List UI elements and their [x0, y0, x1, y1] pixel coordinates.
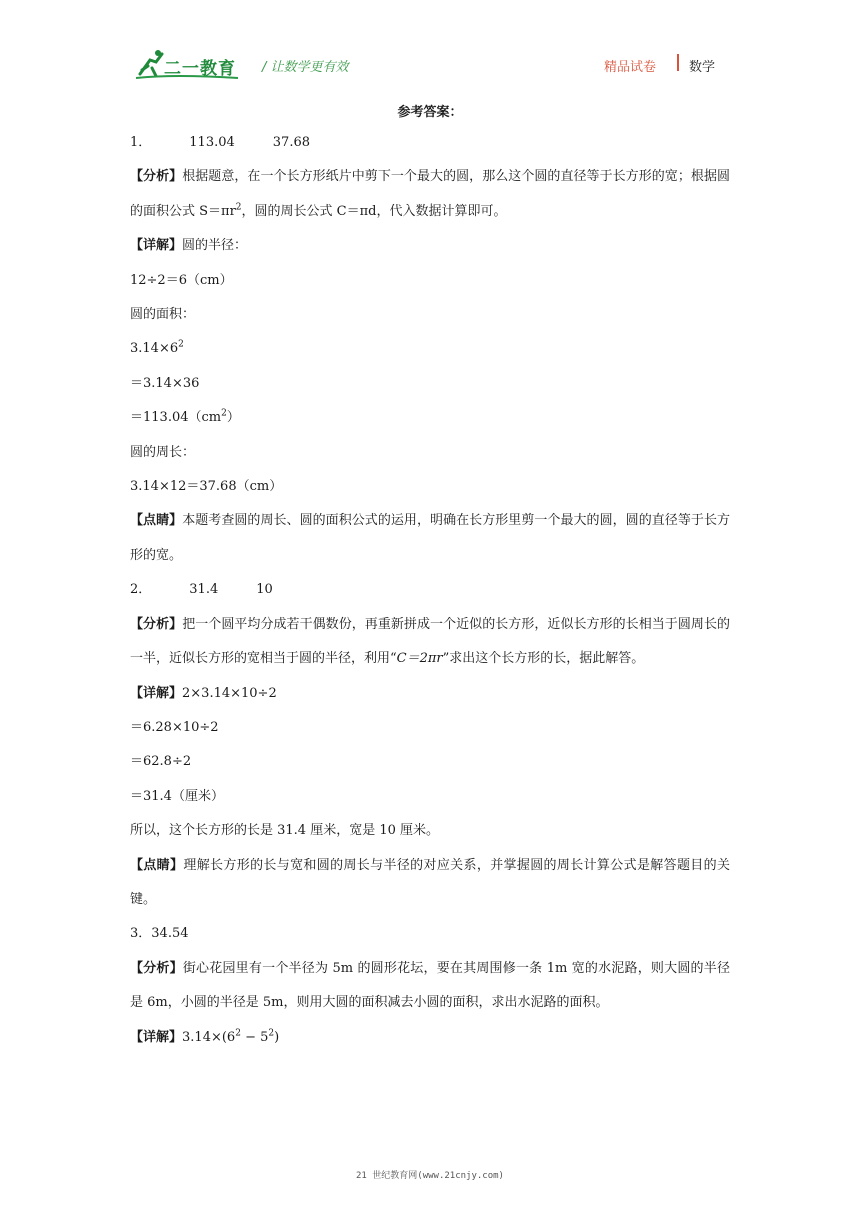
page-header — [134, 42, 734, 88]
page-footer: 21 世纪教育网(www.21cnjy.com) — [356, 1171, 504, 1181]
q1-answer-line — [130, 126, 730, 160]
q1-step — [130, 332, 730, 366]
q2-comment-text: 理解长方形的长与宽和圆的周长与半径的对应关系，并掌握圆的周长计算公式是解答题目的关键。 — [130, 857, 730, 907]
q2-comment — [130, 849, 730, 918]
q2-analysis-tag: 【分析】 — [130, 616, 183, 632]
q1-step-sup: 2 — [221, 408, 227, 419]
q1-step: 3.14×12＝37.68（cm） — [130, 479, 283, 495]
q1-step: ＝3.14×36 — [130, 375, 200, 391]
q1-analysis-text-a: 根据题意，在一个长方形纸片中剪下一个最大的圆，那么这个圆的直径等于长方形的宽；根据圆的面积公式 S＝πr — [130, 169, 730, 219]
brand-name: 二一教育 — [164, 59, 236, 79]
q2-analysis — [130, 608, 730, 677]
paper-tag: 精品试卷 — [604, 60, 657, 75]
slogan: / 让数学更有效 — [262, 60, 349, 75]
q1-detail-tag: 【详解】 — [130, 238, 183, 254]
q3-formula-sup: 2 — [268, 1028, 275, 1039]
q2-comment-tag: 【点睛】 — [130, 857, 184, 873]
q1-step — [130, 401, 730, 435]
q2-step: ＝62.8÷2 — [130, 754, 192, 770]
q1-analysis-tag: 【分析】 — [130, 169, 183, 185]
q1-analysis — [130, 160, 730, 229]
q2-step: ＝6.28×10÷2 — [130, 719, 219, 735]
q3-answer-line — [130, 917, 730, 951]
q2-detail-tag: 【详解】 — [130, 685, 183, 701]
q3-formula-sup: 2 — [235, 1028, 241, 1039]
q1-detail — [130, 229, 730, 263]
q1-comment — [130, 504, 730, 573]
q2-number: 2． — [130, 582, 152, 598]
q1-analysis-sup: 2 — [235, 202, 242, 213]
q1-step-sup: 2 — [178, 340, 184, 351]
q3-formula-part: ) — [274, 1029, 280, 1045]
q1-step: 12÷2＝6（cm） — [130, 272, 233, 288]
q2-analysis-text-a: 把一个圆平均分成若干偶数份，再重新拼成一个近似的长方形，近似长方形的长相当于圆周长的一半，近似长方形的宽相当于圆的半径，利用“ — [130, 616, 730, 667]
subject-label: 数学 — [689, 60, 716, 75]
q2-answer-1: 31.4 — [189, 582, 219, 598]
q1-step: 圆的面积： — [130, 307, 196, 323]
q1-step-text: ＝113.04（cm — [130, 410, 222, 426]
q2-analysis-text-b: ”求出这个长方形的长，据此解答。 — [442, 651, 645, 667]
q2-answer-line — [130, 573, 730, 607]
q1-step-text: 3.14×6 — [130, 341, 179, 357]
q1-step-text: ） — [226, 410, 240, 426]
q1-comment-tag: 【点睛】 — [130, 513, 183, 529]
q1-comment-text: 本题考查圆的周长、圆的面积公式的运用，明确在长方形里剪一个最大的圆，圆的直径等于长方形的宽。 — [130, 513, 730, 563]
q2-answer-2: 10 — [256, 582, 273, 598]
page-title: 参考答案： — [397, 105, 463, 120]
q3-number: 3． — [130, 926, 152, 942]
q1-analysis-text-b: ，圆的周长公式 C＝πd，代入数据计算即可。 — [241, 203, 507, 219]
q3-formula-part: 3.14× — [182, 1029, 222, 1045]
q1-number: 1． — [130, 135, 152, 150]
q2-detail-step: 2×3.14×10÷2 — [182, 685, 277, 701]
q1-detail-head: 圆的半径： — [182, 238, 248, 254]
q1-answer-2: 37.68 — [272, 135, 310, 150]
q3-detail-tag: 【详解】 — [130, 1029, 183, 1045]
header-divider — [677, 54, 679, 71]
q3-formula-part: (6 — [221, 1029, 236, 1045]
q1-step: 圆的周长： — [130, 444, 196, 460]
q2-detail — [130, 677, 730, 711]
q2-step: ＝31.4（厘米） — [130, 788, 224, 804]
q2-formula: C＝2πr — [396, 651, 443, 667]
q3-detail — [130, 1021, 730, 1055]
q3-analysis-tag: 【分析】 — [130, 960, 183, 976]
q3-answer: 34.54 — [151, 926, 189, 942]
q3-analysis — [130, 952, 730, 1021]
q3-analysis-text: 街心花园里有一个半径为 5m 的圆形花坛，要在其周围修一条 1m 宽的水泥路，则大圆的半径是 6m，小圆的半径是 5m，则用大圆的面积减去小圆的面积，求出水泥路的面积。 — [130, 960, 730, 1011]
q1-answer-1: 113.04 — [189, 135, 235, 150]
q2-conclusion: 所以，这个长方形的长是 31.4 厘米，宽是 10 厘米。 — [130, 823, 440, 839]
answer-content — [130, 102, 730, 1055]
q3-formula-part: − 5 — [240, 1029, 269, 1045]
